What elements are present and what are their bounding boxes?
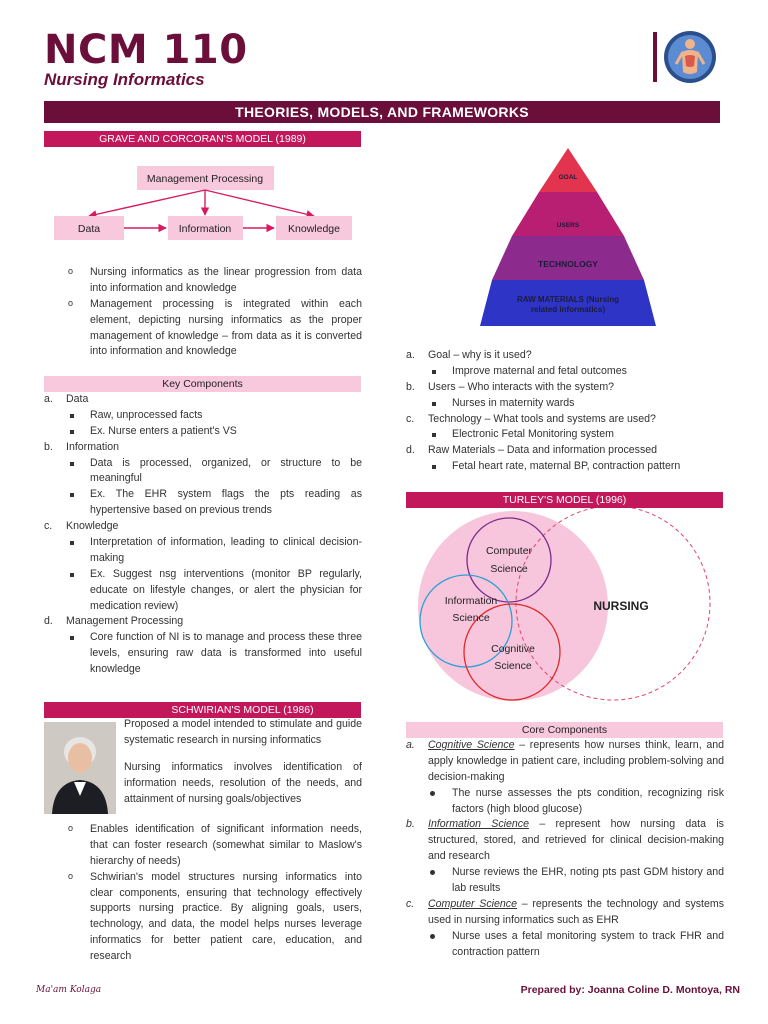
header [44, 28, 248, 90]
list-item: Ex. Nurse enters a patient's VS [44, 424, 362, 440]
key-heading: Key Components [44, 376, 361, 392]
schwirian-text [124, 717, 362, 807]
pyramid-users [512, 192, 624, 236]
list-item: a. Cognitive Science – represents how nurses think, learn, and apply knowledge in patient care, including problem-solving and decision-making [406, 739, 725, 783]
data-label: Data [77, 223, 101, 235]
list-item: d. Management Processing [44, 615, 184, 628]
pyramid-diagram [476, 148, 660, 328]
list-item: o Management processing is integrated within each element, depicting nursing informatics as the proper management of knowledge – from data as it is converted into information and knowledge [44, 297, 362, 361]
mgmt-label: Management Processing [146, 173, 264, 185]
list-item: o Schwirian's model structures nursing informatics into clear components, ensuring that technology effectively supports nursing practice. By aligning goals, users, technology, and data, the model helps nurses leverage informatics for better patient care, education, and research [44, 870, 362, 965]
anatomy-icon [663, 30, 717, 84]
information-label: Information [178, 223, 232, 235]
list-item: o Enables identification of significant information needs, that can foster research (somewhat similar to Maslow's hierarchy of needs) [44, 822, 362, 870]
svg-text:related informatics): related informatics) [530, 305, 606, 314]
svg-text:Science: Science [452, 612, 490, 624]
person-icon [44, 722, 116, 814]
schwirian-bullets [44, 822, 362, 965]
list-item: Interpretation of information, leading to clinical decision-making [44, 535, 362, 567]
list-item: Fetal heart rate, maternal BP, contraction pattern [406, 459, 724, 475]
knowledge-label: Knowledge [288, 223, 340, 235]
turley-venn-diagram [406, 508, 724, 714]
list-item: a. Goal – why is it used? [406, 349, 532, 361]
list-item: Nurse uses a fetal monitoring system to track FHR and contraction pattern [406, 929, 724, 961]
svg-text:Cognitive: Cognitive [491, 643, 535, 655]
graves-heading: GRAVE AND CORCORAN'S MODEL (1989) [44, 131, 361, 147]
turley-heading: TURLEY'S MODEL (1996) [406, 492, 723, 508]
list-item: Core function of NI is to manage and process these three levels, ensuring raw data is transformed into useful knowledge [44, 630, 362, 678]
key-list [44, 392, 362, 678]
list-item: c. Knowledge [44, 520, 119, 533]
schwirian-paragraph-1: Proposed a model intended to stimulate and guide systematic research in nursing informatics [124, 718, 362, 746]
list-item: c. Technology – What tools and systems are used? [406, 412, 656, 425]
svg-text:Science: Science [494, 660, 532, 672]
svg-text:GOAL: GOAL [558, 174, 578, 181]
list-item: Nurses in maternity wards [406, 396, 724, 412]
signature: Ma'am Kolaga [36, 985, 102, 995]
core-list [406, 738, 724, 960]
pyramid-list [406, 348, 724, 475]
list-item: d. Raw Materials – Data and information processed [406, 444, 658, 457]
list-item: Electronic Fetal Monitoring system [406, 427, 724, 443]
schwirian-heading-bar [44, 702, 124, 718]
list-item: b. Users – Who interacts with the system? [406, 380, 615, 393]
core-heading: Core Components [406, 722, 723, 738]
svg-text:TECHNOLOGY: TECHNOLOGY [538, 259, 598, 269]
list-item: c. Computer Science – represents the technology and systems used in nursing informatics such as EHR [406, 897, 724, 926]
page-title: THEORIES, MODELS, AND FRAMEWORKS [44, 101, 720, 123]
subject-title: Nursing Informatics [44, 70, 205, 89]
list-item: The nurse assesses the pts condition, recognizing risk factors (high blood glucose) [406, 786, 724, 818]
graves-diagram [44, 160, 364, 245]
pyramid-goal [539, 148, 597, 192]
schwirian-heading: SCHWIRIAN'S MODEL (1986) [124, 702, 361, 718]
graves-bullets [44, 265, 362, 360]
schwirian-paragraph-2: Nursing informatics involves identification of information needs, resolution of the needs, and attainment of nursing goals/objectives [124, 760, 362, 805]
pyramid-technology [492, 236, 644, 280]
list-item: a. Data [44, 393, 89, 405]
svg-text:RAW MATERIALS (Nursing: RAW MATERIALS (Nursing [516, 295, 620, 304]
list-item: o Nursing informatics as the linear progression from data into information and knowledge [44, 265, 362, 297]
logo-divider [653, 32, 657, 82]
course-title: NCM 110 [44, 27, 248, 73]
list-item: Ex. The EHR system flags the pts reading as hypertensive based on previous trends [44, 487, 362, 519]
svg-text:USERS: USERS [556, 222, 580, 229]
svg-text:Computer: Computer [485, 545, 533, 557]
list-item: Nurse reviews the EHR, noting pts past GDM history and lab results [406, 865, 724, 897]
svg-text:Science: Science [490, 563, 528, 575]
svg-text:Information: Information [444, 595, 498, 607]
list-item: Raw, unprocessed facts [44, 408, 362, 424]
portrait-image [44, 722, 116, 814]
logo [653, 30, 715, 84]
list-item: Data is processed, organized, or structure to be meaningful [44, 456, 362, 488]
list-item: b. Information [44, 440, 119, 453]
list-item: b. Information Science – represent how nursing data is structured, stored, and retrieved for clinical decision-making and research [406, 818, 724, 863]
list-item: Improve maternal and fetal outcomes [406, 364, 724, 380]
prepared-by: Prepared by: Joanna Coline D. Montoya, RN [520, 984, 740, 996]
svg-text:NURSING: NURSING [593, 599, 649, 613]
list-item: Ex. Suggest nsg interventions (monitor BP regularly, educate on lifestyle changes, or alert the physician for medication review) [44, 567, 362, 615]
